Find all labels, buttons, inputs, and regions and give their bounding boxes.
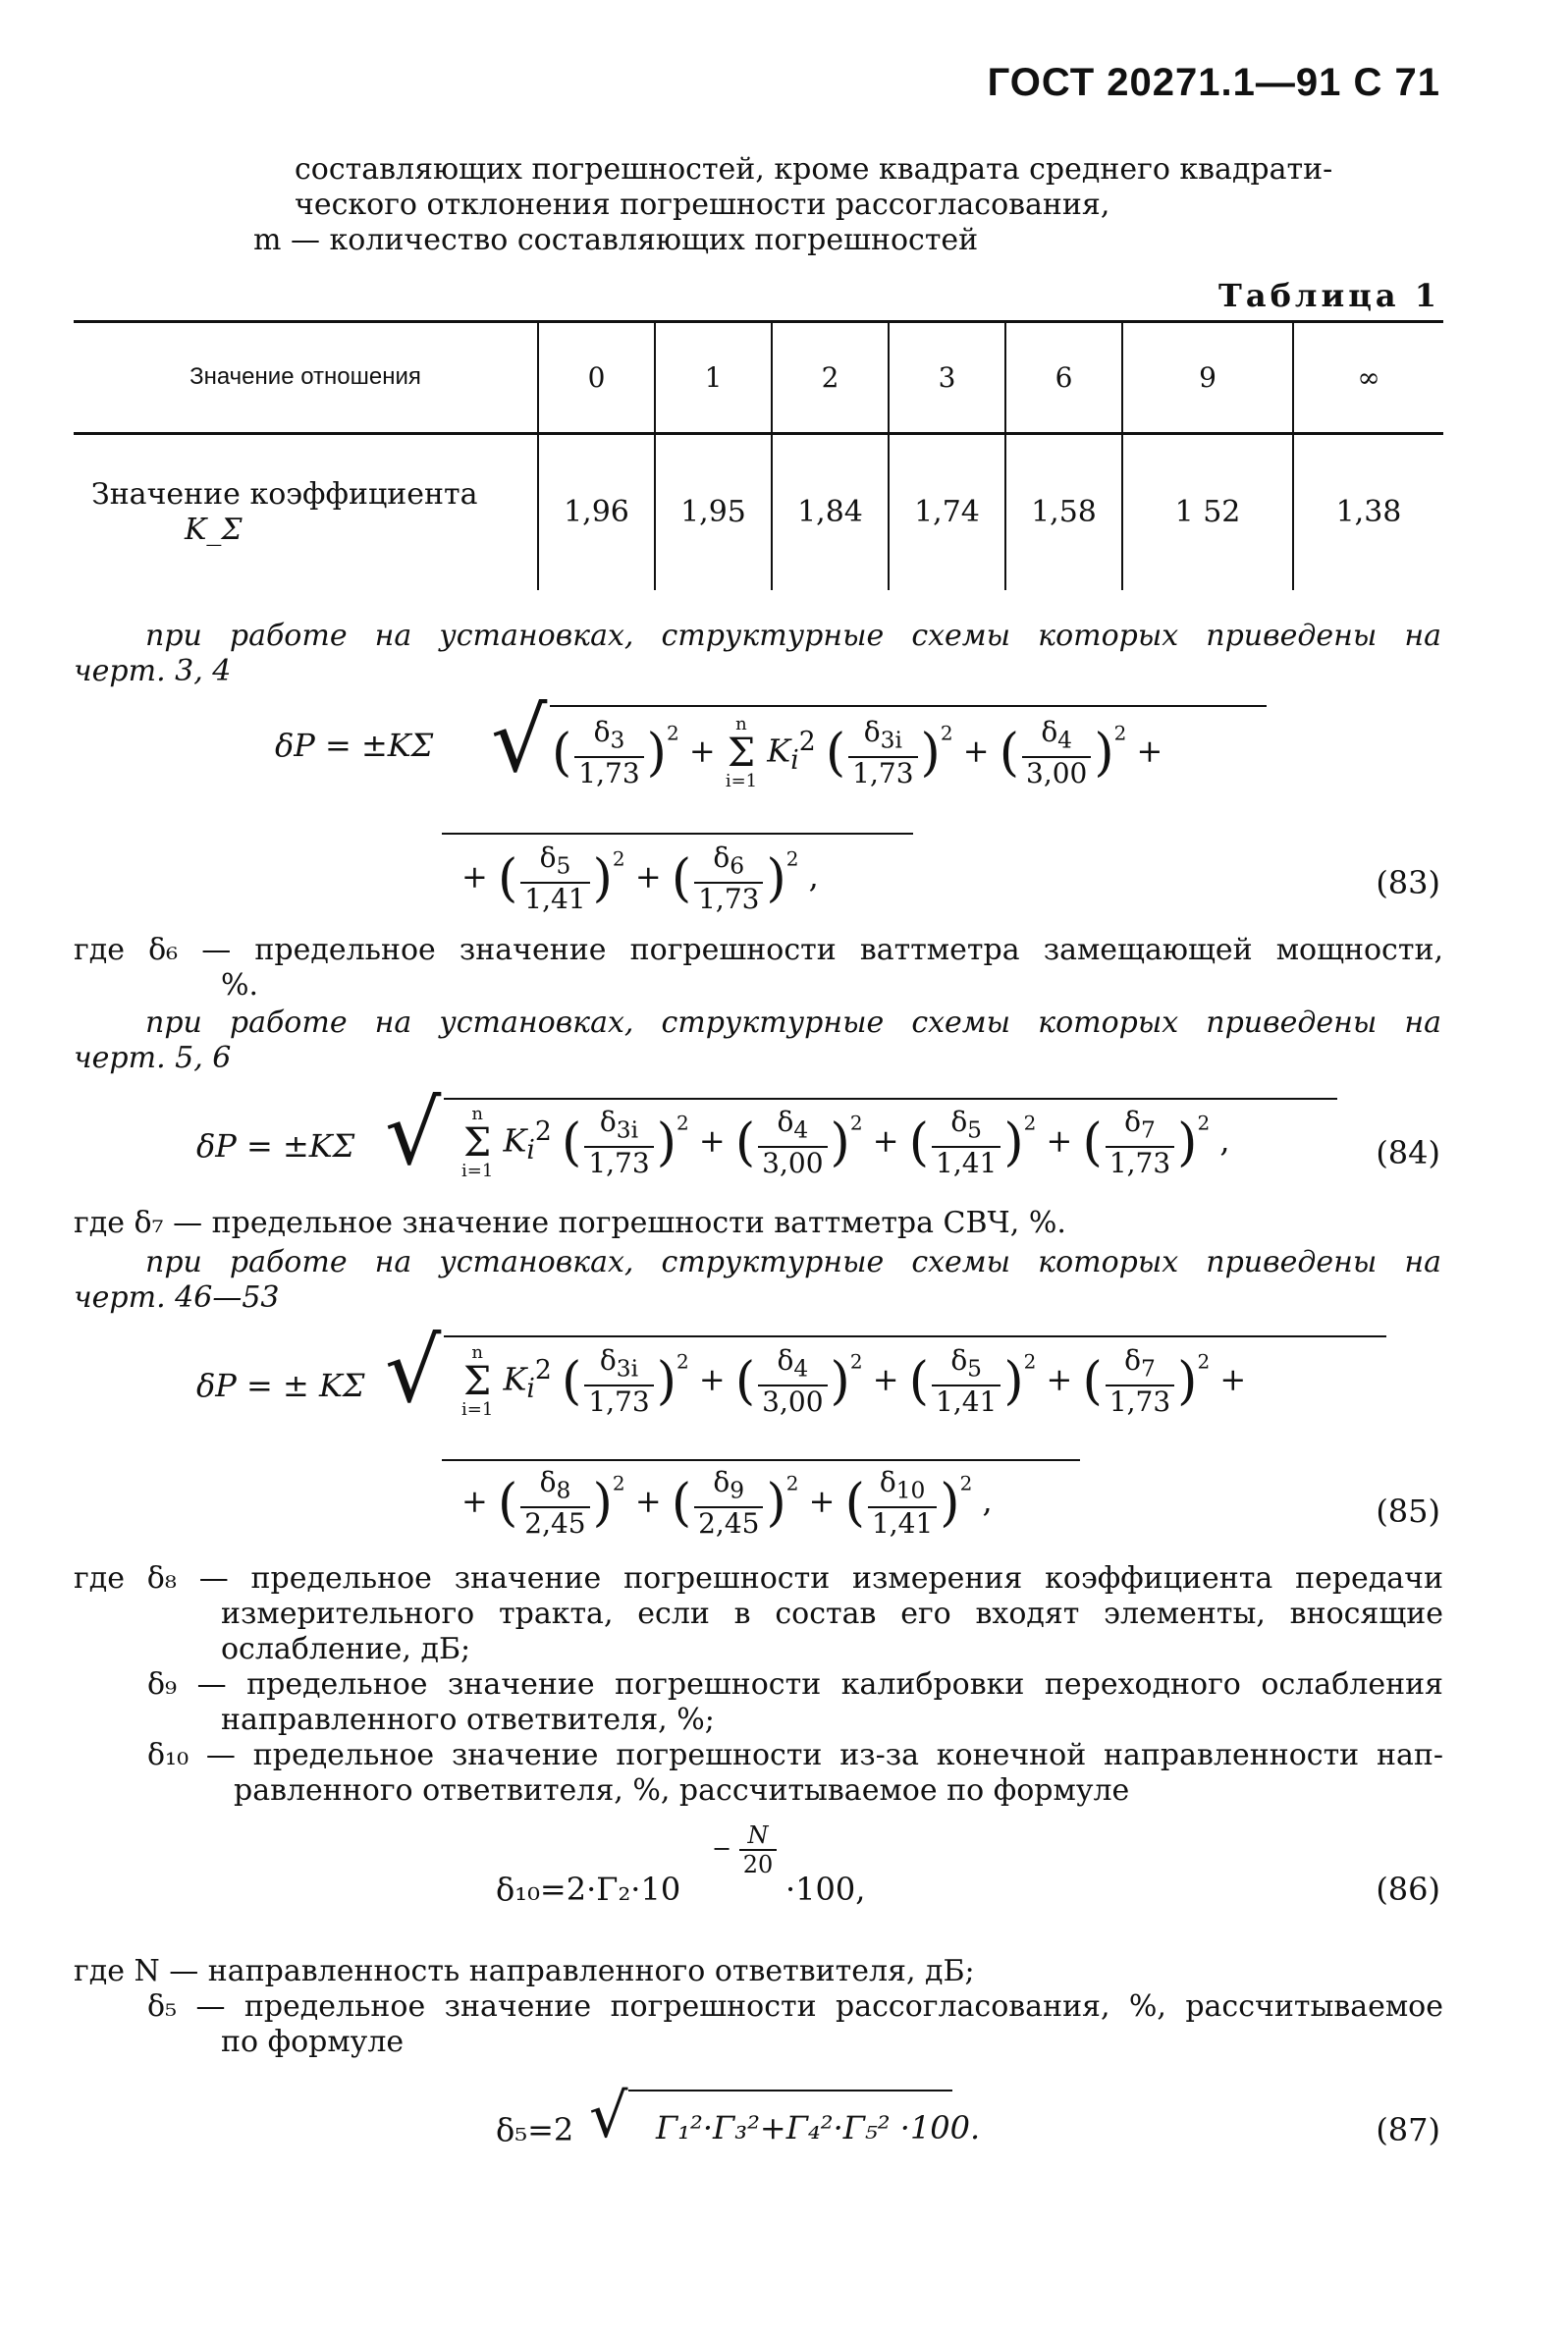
- def-d8-line-1: где δ₈ — предельное значение погрешности измерения коэффициента передачи: [74, 1561, 1443, 1596]
- def-d9-line-2: направленного ответвителя, %;: [221, 1703, 715, 1737]
- eq83-body-line1: ( $\frac{\delta_3}{1,73}$ )$^2$ + n Σ i=1 $K_i^2$ ( $\frac{\delta_{3i}}{1,73}$ )$^2$ + ( $\frac{\delta_4}{3,00}$ )$^2$ +: [552, 714, 1163, 791]
- table-grid: [74, 323, 1443, 590]
- def-d5-line-2: по формуле: [221, 2025, 405, 2059]
- eq83-body-line2: + ( $\frac{\delta_5}{1,41}$ )$^2$ + ( $\frac{\delta_6}{1,73}$ )$^2$ ,: [461, 842, 819, 915]
- eq85-radical-bar: [444, 1335, 1386, 1337]
- p84-line-1: при работе на установках, структурные схемы которых приведены на: [145, 1005, 1441, 1040]
- table-value-cell: 1,95: [655, 433, 772, 590]
- def-d9-line-1: δ₉ — предельное значение погрешности калибровки переходного ослабления: [147, 1667, 1443, 1702]
- eq85-body-line1: n Σ i=1 $K_i^2$ ( $\frac{\delta_{3i}}{1,73}$ )$^2$ + ( $\frac{\delta_4}{3,00}$ )$^2$ + ( $\frac{\delta_5}{1,41}$ )$^2$ + ( $\frac{\delta_7}{1,73}$ )$^2$ +: [461, 1342, 1247, 1420]
- eq83-where: где δ₆ — предельное значение погрешности ваттметра замещающей мощности,: [74, 933, 1443, 967]
- table-header-cell: 2: [772, 323, 889, 433]
- table-header-cell: 1: [655, 323, 772, 433]
- table-value-cell: 1,96: [538, 433, 655, 590]
- table-value-row: [74, 433, 1443, 590]
- eq85-lhs: [196, 1367, 364, 1404]
- p83-line-2: черт. 3, 4: [74, 654, 232, 688]
- p83-line-1: при работе на установках, структурные схемы которых приведены на: [145, 619, 1441, 653]
- def-d8-line-3: ослабление, дБ;: [221, 1632, 471, 1666]
- eq85-radical-sign: √: [385, 1320, 442, 1423]
- eq83-radical-sign: √: [491, 689, 548, 792]
- eq84-radical-sign: √: [385, 1082, 442, 1185]
- page-header: ГОСТ 20271.1—91 С 71: [987, 61, 1440, 104]
- table-value-cell: 1,74: [889, 433, 1005, 590]
- table-header-cell: 6: [1005, 323, 1122, 433]
- def-d10-line-1: δ₁₀ — предельное значение погрешности из-за конечной направленности нап-: [147, 1738, 1443, 1772]
- table-header-cell: 3: [889, 323, 1005, 433]
- intro-line-3: m — количество составляющих погрешностей: [253, 223, 979, 257]
- eq86-tail: ·100,: [785, 1871, 866, 1908]
- intro-line-2: ческого отклонения погрешности рассогласования,: [295, 188, 1110, 222]
- table-header-cell: 9: [1122, 323, 1293, 433]
- table-row-label: [74, 433, 538, 590]
- eq86-body: [496, 1871, 680, 1908]
- eq86-exp-den: 20: [742, 1851, 774, 1878]
- eq87-lhs: δ₅=2: [496, 2111, 574, 2148]
- p84-line-2: черт. 5, 6: [74, 1041, 232, 1075]
- eq84-lhs: [196, 1127, 354, 1165]
- table-header-label: Значение отношения: [74, 323, 538, 433]
- eq83-lhs-text: δP = ±KΣ: [275, 727, 434, 764]
- eq83-radical-bar: [550, 705, 1267, 707]
- eq84-radical-bar: [444, 1098, 1337, 1100]
- eq86-lhs: δ₁₀=2·Γ₂·10: [496, 1871, 681, 1908]
- table-header-cell: 0: [538, 323, 655, 433]
- eq84-body: n Σ i=1 $K_i^2$ ( $\frac{\delta_{3i}}{1,73}$ )$^2$ + ( $\frac{\delta_4}{3,00}$ )$^2$ + ( $\frac{\delta_5}{1,41}$ )$^2$ + ( $\frac{\delta_7}{1,73}$ )$^2$ ,: [461, 1104, 1230, 1181]
- table-value-cell: 1,84: [772, 433, 889, 590]
- eq85-body-line2: + ( $\frac{\delta_8}{2,45}$ )$^2$ + ( $\frac{\delta_9}{2,45}$ )$^2$ + ( $\frac{\delta_{10}}{1,41}$ )$^2$ ,: [461, 1466, 993, 1540]
- eq83-number: (83): [1376, 864, 1440, 901]
- eq87-radical-sign: √: [589, 2080, 628, 2151]
- eq83-radical-bar-2: [442, 833, 913, 835]
- table-row-label-line1: Значение коэффициента: [91, 476, 478, 512]
- table-1: [74, 320, 1443, 590]
- eq86-exponent: − $\frac{N}{20}$: [712, 1821, 777, 1878]
- table-value-cell: 1,38: [1293, 433, 1443, 590]
- p85-line-2: черт. 46—53: [74, 1280, 280, 1315]
- eq87-radicand: Γ₁²·Γ₃²+Γ₄²·Γ₅² ·100.: [656, 2109, 981, 2146]
- table-header-cell: ∞: [1293, 323, 1443, 433]
- eq85-number: (85): [1376, 1493, 1440, 1530]
- eq83-lhs: [275, 727, 433, 764]
- p85-line-1: при работе на установках, структурные схемы которых приведены на: [145, 1245, 1441, 1279]
- eq86-number: (86): [1376, 1871, 1440, 1908]
- eq86-exp-num: N: [739, 1821, 778, 1851]
- def-d5-line-1: δ₅ — предельное значение погрешности рассогласования, %, рассчитываемое: [147, 1989, 1443, 2024]
- eq84-number: (84): [1376, 1134, 1440, 1171]
- eq83-where-2: %.: [221, 968, 259, 1003]
- eq84-where: где δ₇ — предельное значение погрешности ваттметра СВЧ, %.: [74, 1206, 1066, 1240]
- def-d10-line-2: равленного ответвителя, %, рассчитываемое по формуле: [234, 1773, 1130, 1808]
- eq85-radical-bar-2: [442, 1459, 1080, 1461]
- table-caption: Таблица 1: [1218, 277, 1440, 314]
- eq87-number: (87): [1376, 2111, 1440, 2148]
- eq84-lhs-text: δP = ±KΣ: [196, 1127, 355, 1165]
- table-header-row: [74, 323, 1443, 433]
- table-value-cell: 1 52: [1122, 433, 1293, 590]
- def-n-line: где N — направленность направленного ответвителя, дБ;: [74, 1954, 975, 1988]
- eq87-radical-bar: [628, 2090, 952, 2092]
- def-d8-line-2: измерительного тракта, если в состав его входят элементы, вносящие: [221, 1597, 1443, 1631]
- eq85-lhs-text: δP = ± KΣ: [196, 1367, 365, 1404]
- intro-line-1: составляющих погрешностей, кроме квадрата среднего квадрати-: [295, 152, 1333, 187]
- table-row-label-line2: K_Σ: [185, 512, 243, 547]
- table-value-cell: 1,58: [1005, 433, 1122, 590]
